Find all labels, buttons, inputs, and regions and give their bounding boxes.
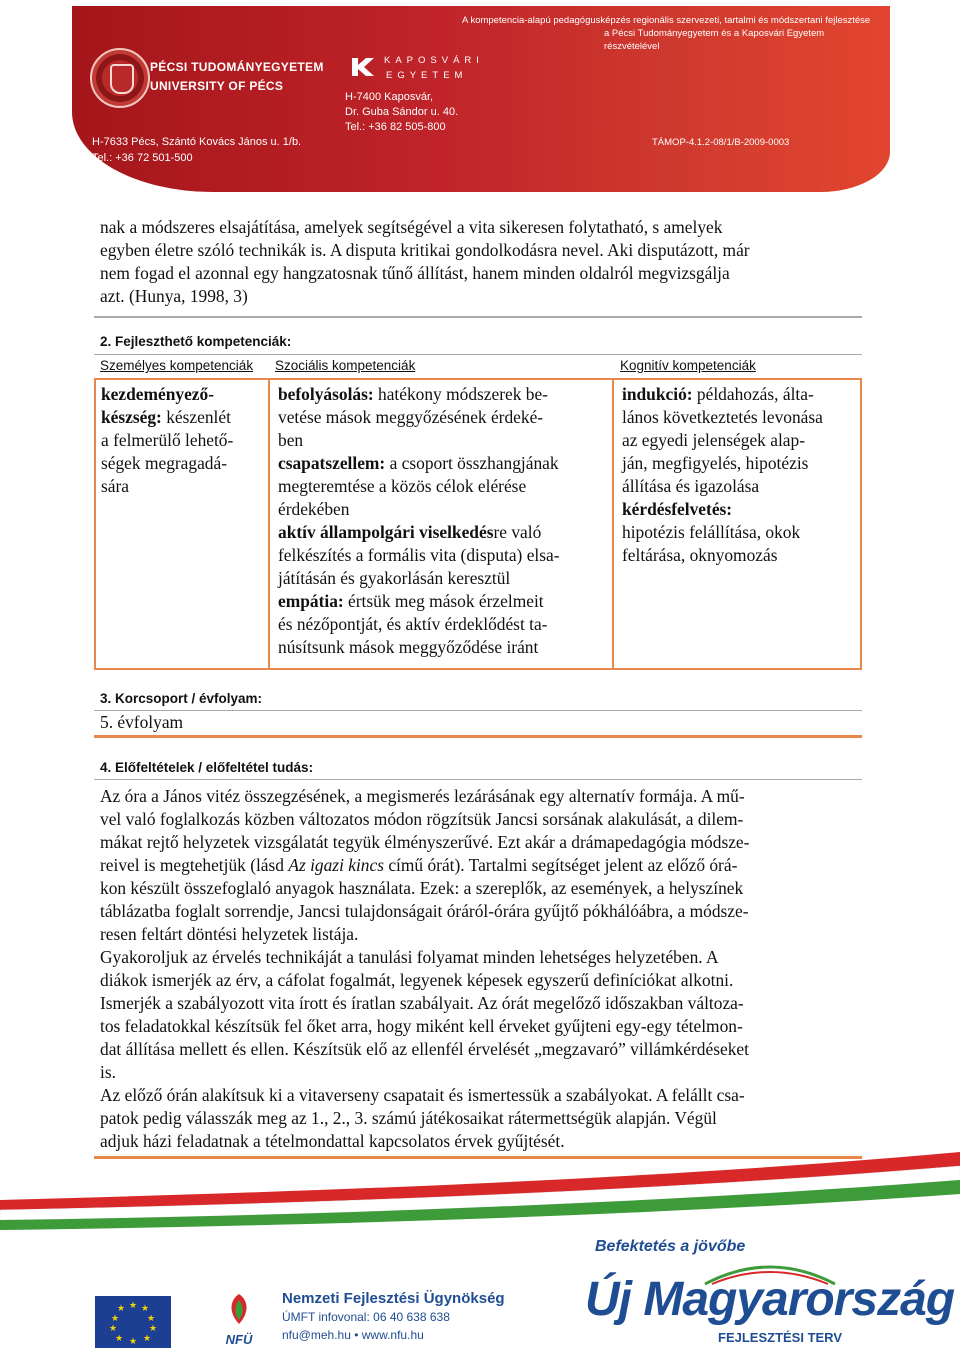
pte-address: H-7633 Pécs, Szántó Kovács János u. 1/b. Tel.: +36 72 501-500 [92, 136, 302, 164]
divider [94, 316, 862, 318]
nfu-logo-icon [218, 1290, 260, 1350]
footer-plan-subtitle: FEJLESZTÉSI TERV [718, 1330, 843, 1345]
social-competencies: befolyásolás: hatékony módszerek be- vetése mások meggyőzésének érdeké- ben csapatszellem: a csoport összhangjának megteremtése a közös célok elérése érdekében aktív állampolgári viselkedésre való felkészítés a formális vita (disputa) elsa- játításán és gyakorlásán keresztül empátia: értsük meg mások érzelmeit és nézőpontját, és aktív érdeklődést ta- núsítsunk mások meggyőződése iránt [268, 380, 612, 668]
section-4-title: 4. Előfeltételek / előfeltétel tudás: [100, 760, 314, 775]
personal-competencies: kezdeményező- készség: készenlét a felmerülő lehető- ségek megragadá- sára [101, 384, 234, 496]
header-cognitive: Kognitív kompetenciák [620, 358, 756, 373]
divider [94, 779, 862, 780]
header-social: Szociális kompetenciák [275, 358, 416, 373]
divider [94, 710, 862, 711]
eu-flag-icon: ★ ★ ★ ★ ★ ★ ★ ★ ★ ★ [95, 1296, 171, 1348]
pte-name-hu: PÉCSI TUDOMÁNYEGYETEM [150, 60, 324, 74]
grade-value: 5. évfolyam [100, 712, 184, 732]
header-banner [72, 6, 890, 192]
divider [94, 735, 862, 738]
pte-name-en: UNIVERSITY OF PÉCS [150, 79, 284, 93]
project-code: TÁMOP-4.1.2-08/1/B-2009-0003 [652, 137, 790, 148]
header-project-line: A kompetencia-alapú pedagógusképzés regionális szervezeti, tartalmi és módszertani fejlesztése a Pécsi Tudományegyetem és a Kaposvári Egyetem részvételével [462, 15, 871, 52]
intro-paragraph: nak a módszeres elsajátítása, amelyek segítségével a vita sikeresen folytatható, s amelyek egyben életre szóló technikák is. A disputa kritikai gondolkodásra nevel. Aki disputázott, már nem fogad el azonnal egy hangzatosnak tűnő állítást, hanem minden oldalról megvizsgálja azt. (Hunya, 1998, 3) [100, 217, 750, 306]
divider [94, 354, 862, 355]
section-3-title: 3. Korcsoport / évfolyam: [100, 691, 263, 706]
competency-table-header [94, 357, 862, 377]
section-2-title: 2. Fejleszthető kompetenciák: [100, 334, 292, 349]
tricolor-swoosh-icon [0, 1152, 960, 1232]
header-personal: Személyes kompetenciák [100, 358, 254, 373]
ke-name: KAPOSVÁRI EGYETEM [384, 55, 484, 81]
footer-plan-title: Új Magyarország [585, 1273, 955, 1326]
cognitive-competencies: indukció: példahozás, álta- lános következtetés levonása az egyedi jelenségek alap- ján, megfigyelés, hipotézis állítása és igazolása kérdésfelvetés: hipotézis felállítása, okok feltárása, oknyomozás [612, 380, 862, 668]
svg-text:NFÜ: NFÜ [225, 1332, 253, 1347]
footer-slogan: Befektetés a jövőbe [595, 1238, 746, 1255]
nfu-contact: Nemzeti Fejlesztési Ügynökség ÚMFT infovonal: 06 40 638 638 nfu@meh.hu • www.nfu.hu [282, 1290, 505, 1342]
pte-seal-icon [90, 48, 150, 108]
competency-table [94, 378, 862, 670]
ke-logo-icon [350, 56, 376, 78]
prerequisites-text: Az óra a János vitéz összegzésének, a megismerés lezárásának egy alternatív formája. A mű- vel való foglalkozás közben változatos módon rögzítsük Jancsi sorsának alakulását, a dilem- mákat rejtő helyzetek vizsgálatát tegyük élményszerűvé. Ezt akár a drámapedagógia módsze- reivel is megtehetjük (lásd Az igazi kincs című órát). Tartalmi segítséget jelent az előző órá- kon készült összefoglaló anyagok használata. Ezek: a szereplők, az események, a helyszínek táblázatba foglalt sorrendje, Jancsi tulajdonságait óráról-órára gyűjtő pókhálóábra, a módsze- resen feltárt döntési helyzetek listája. Gyakoroljuk az érvelés technikáját a tanulási folyamat minden lehetséges helyzetében. A diákok ismerjék az érv, a cáfolat fogalmát, legyenek képesek egyszerű definíciókat alkotni. Ismerjék a szabályozott vita írott és íratlan szabályait. Az órát megelőző időszakban változa- tos feladatokkal készítsük fel őket arra, hogy miként kell érveket gyűjteni egy-egy tételmon- dat állítása mellett és ellen. Készítsük elő az ellenfél érvelését „megzavaró” villámkérdéseket is. Az előző órán alakítsuk ki a vitaverseny csapatait és ismertessük a szabályokat. A felállt csa- patok pedig válasszák meg az 1., 2., 3. számú játékosaikat rátermettségük alapján. Végül adjuk házi feladatnak a tételmondattal kapcsolatos érvek gyűjtését. [100, 786, 750, 1151]
ke-address: H-7400 Kaposvár, Dr. Guba Sándor u. 40. Tel.: +36 82 505-800 [345, 91, 459, 133]
